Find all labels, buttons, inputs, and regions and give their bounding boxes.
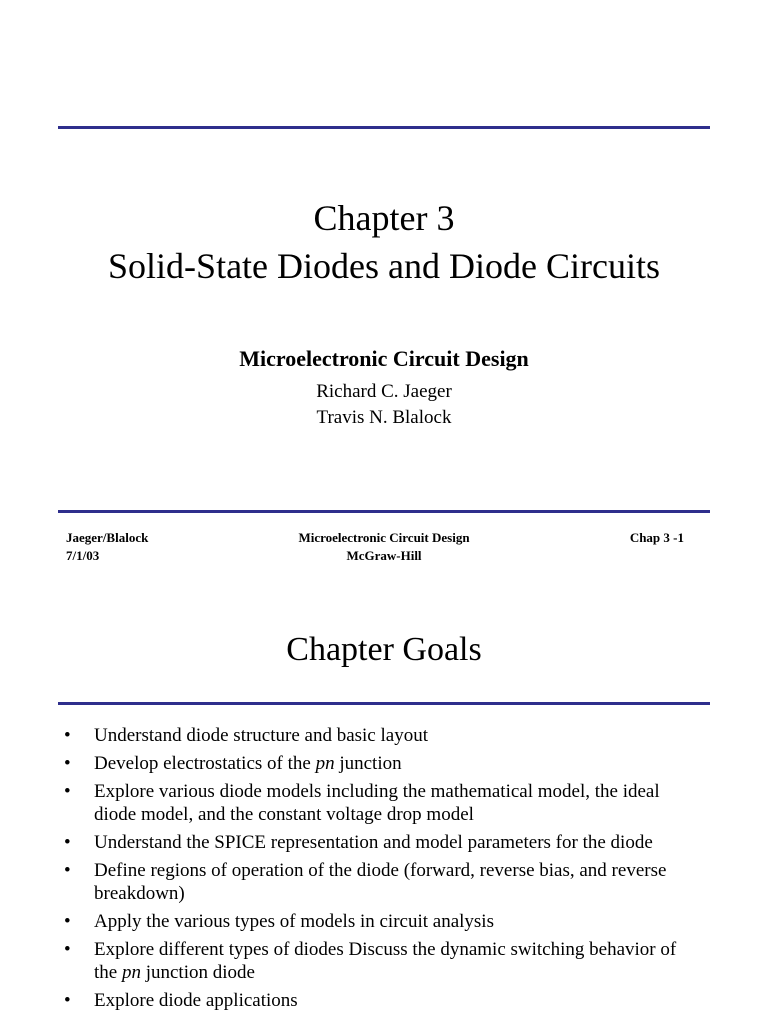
goal-item [62,831,702,854]
bullet-icon: • [64,725,71,746]
chapter-title: Solid-State Diodes and Diode Circuits [108,246,660,286]
bullet-icon: • [64,939,71,960]
goal-text: Understand diode structure and basic layout [94,725,428,746]
goal-text: Explore diode applications [94,990,298,1011]
goal-emphasis: pn [315,753,335,774]
goal-text: Explore different types of diodes Discuss the dynamic switching behavior of the [94,939,677,983]
footer-authors: Jaeger/Blalock [66,530,149,545]
bullet-icon: • [64,781,71,802]
goal-text: junction [334,753,402,774]
chapter-number: Chapter 3 [313,198,455,238]
bullet-icon: • [64,911,71,932]
author-name: Travis N. Blalock [316,407,452,428]
goal-item [62,752,702,775]
bullet-icon: • [64,753,71,774]
goal-item [62,910,702,933]
goal-item [62,938,702,984]
footer-divider [58,510,710,513]
goal-text: Explore various diode models including the mathematical model, the ideal diode model, and the constant voltage drop model [94,781,660,825]
footer-publisher: McGraw-Hill [346,548,422,563]
goal-text: junction diode [140,962,255,983]
goal-item [62,859,702,905]
book-title: Microelectronic Circuit Design [239,346,529,371]
goal-text: Apply the various types of models in circuit analysis [94,911,494,932]
goals-heading: Chapter Goals [286,631,482,668]
goal-text: Develop electrostatics of the [94,753,316,774]
bullet-icon: • [64,860,71,881]
bullet-icon: • [64,990,71,1011]
footer-page-number: Chap 3 -1 [629,530,684,545]
goals-divider [58,702,710,705]
author-name: Richard C. Jaeger [316,381,452,402]
goal-item [62,724,702,747]
footer-book-title: Microelectronic Circuit Design [298,530,470,545]
top-divider [58,126,710,129]
goal-text: Define regions of operation of the diode (forward, reverse bias, and reverse breakdown) [94,860,667,904]
bullet-icon: • [64,832,71,853]
goal-text: Understand the SPICE representation and model parameters for the diode [94,832,653,853]
goal-item [62,989,702,1012]
goal-item [62,780,702,826]
goal-emphasis: pn [121,962,141,983]
goals-list [62,724,702,1017]
footer-date: 7/1/03 [66,548,100,563]
